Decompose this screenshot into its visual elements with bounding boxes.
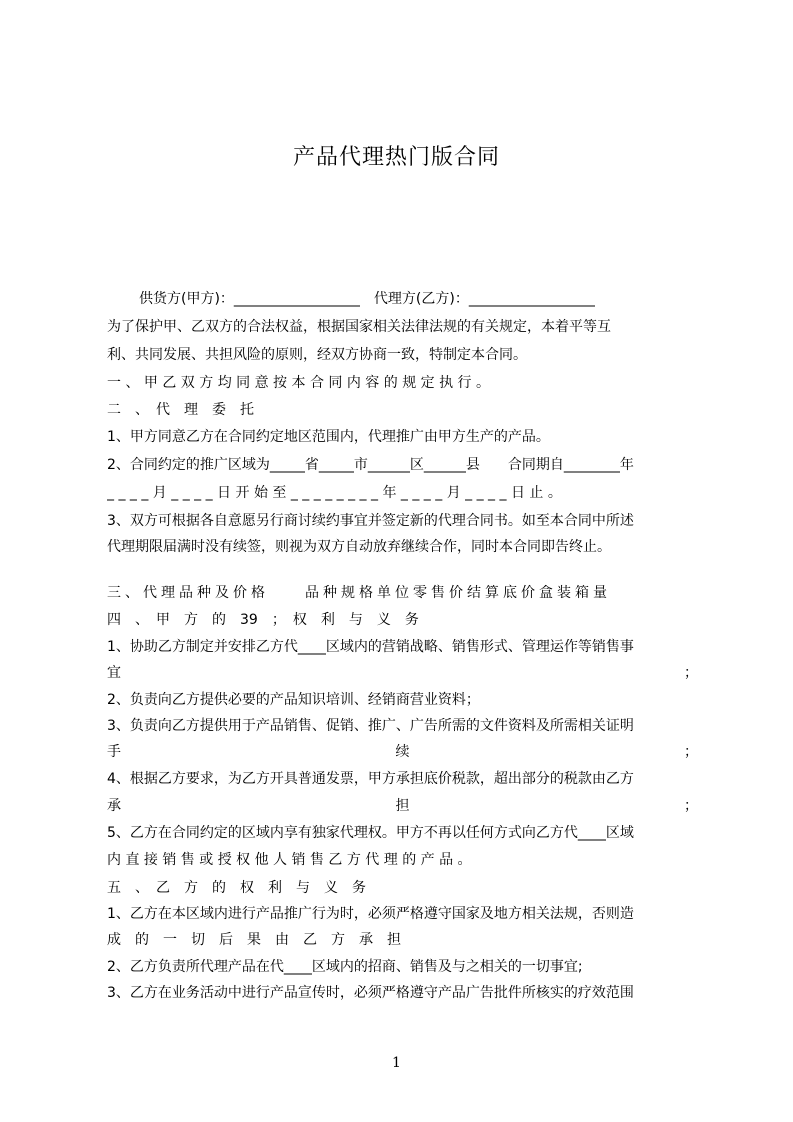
- text-line: 1、协助乙方制定并安排乙方代____区域内的营销战略、销售形式、管理运作等销售事: [107, 639, 634, 655]
- text-line: 3、双方可根据各自意愿另行商讨续约事宜并签定新的代理合同书。如至本合同中所述: [107, 513, 634, 529]
- text-line: 1、乙方在本区域内进行产品推广行为时，必须严格遵守国家及地方相关法规，否则造: [107, 906, 634, 922]
- text-line: 1、甲方同意乙方在合同约定地区范围内，代理推广由甲方生产的产品。: [107, 429, 550, 445]
- text-line: 为了保护甲、乙双方的合法权益，根据国家相关法律法规的有关规定，本着平等互: [107, 319, 611, 335]
- text-line: 2、乙方负责所代理产品在代____区域内的招商、销售及与之相关的一切事宜;: [107, 959, 583, 975]
- document-title: 产品代理热门版合同: [292, 145, 500, 170]
- text-line: 承 担 ；: [107, 798, 698, 814]
- text-line: 4、根据乙方要求，为乙方开具普通发票，甲方承担底价税款，超出部分的税款由乙方: [107, 771, 634, 787]
- text-line: 3、乙方在业务活动中进行产品宣传时，必须严格遵守产品广告批件所核实的疗效范围: [107, 985, 634, 1001]
- text-line: 一 、 甲 乙 双 方 均 同 意 按 本 合 同 内 容 的 规 定 执 行 。: [107, 375, 491, 391]
- text-line: 2、合同约定的推广区域为_____省_____市______区______县 合同期自________年: [107, 457, 634, 473]
- section-heading: 五 、 乙 方 的 权 利 与 义 务: [107, 880, 366, 896]
- section-heading: 四 、 甲 方 的 39 ； 权 利 与 义 务: [107, 612, 419, 628]
- text-line: 手 续 ；: [107, 744, 698, 760]
- section-heading: 二 、 代 理 委 托: [107, 402, 254, 418]
- party-line: 供货方(甲方)：__________________ 代理方(乙方)：__________________: [139, 291, 595, 307]
- text-line: 成 的 一 切 后 果 由 乙 方 承 担: [107, 932, 401, 948]
- text-line: 代理期限届满时没有续签，则视为双方自动放弃继续合作，同时本合同即告终止。: [107, 539, 611, 555]
- text-line: 三、代理品种及价格 品种规格单位零售价结算底价盒装箱量: [107, 585, 611, 601]
- text-line: 内 直 接 销 售 或 授 权 他 人 销 售 乙 方 代 理 的 产 品 。: [107, 852, 472, 868]
- page-number: 1: [392, 1055, 401, 1071]
- text-line: 利、共同发展、共担风险的原则，经双方协商一致，特制定本合同。: [107, 347, 527, 363]
- text-line: 宜 ；: [107, 665, 698, 681]
- text-line: 3、负责向乙方提供用于产品销售、促销、推广、广告所需的文件资料及所需相关证明: [107, 718, 634, 734]
- text-line: 2、负责向乙方提供必要的产品知识培训、经销商营业资料；: [107, 692, 480, 708]
- text-line: _ _ _ _ 月 _ _ _ _ 日 开 始 至 _ _ _ _ _ _ _ _ 年 _ _ _ _ 月 _ _ _ _ 日 止 。: [107, 485, 562, 501]
- text-line: 5、乙方在合同约定的区域内享有独家代理权。甲方不再以任何方式向乙方代____区域: [107, 825, 634, 841]
- contract-body: [107, 286, 698, 1006]
